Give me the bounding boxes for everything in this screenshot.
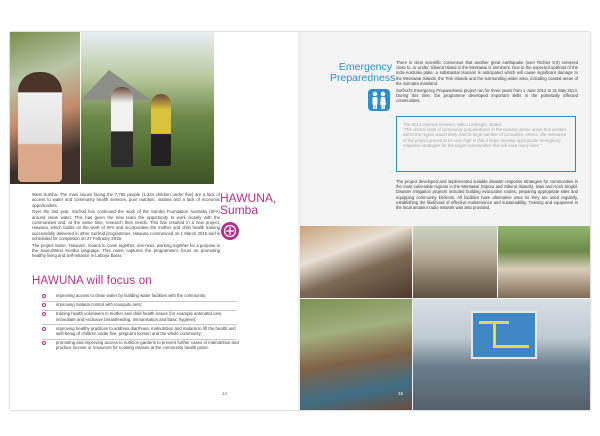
page-number: 15 (398, 391, 404, 396)
list-item-text: training health volunteers in mother and child health issues (for example antenatal care, immediate and exclusive breastfeeding, immunisation and basic hygiene); (56, 311, 223, 322)
bullet-icon (42, 327, 46, 331)
divider (42, 310, 237, 311)
hawuna-title-line: HAWUNA, (220, 191, 277, 205)
evacuation-map-board (471, 311, 537, 359)
bullet-icon (42, 294, 46, 298)
bullet-icon (42, 303, 46, 307)
emergency-title-line: Emergency (338, 61, 392, 73)
right-page (300, 32, 590, 410)
body-paragraph: SurfAid's Emergency Preparedness project ran for three years from 1 June 2012 to 31 May 2014. During this time, the programme developed important skills in the potentially affected communities. (396, 88, 578, 104)
emergency-body-text: The project developed and implemented suitable disaster response strategies for communities in the most vulnerable regions in the Mentawai (Sipora and Siberut islands), Nias and Aceh Singkil. Disaster mitigation projects included building evacuation routes, preparing appropriate sites and equipping community kitchens. All facilities have alternative uses so they are used regularly, establishing the likelihood of effective maintenance and sustainability. Training and equipment in the local amateur radio network was also provided. (396, 179, 578, 211)
photo-person (151, 94, 171, 166)
photo-evacuation-route (413, 226, 497, 298)
bullet-icon (42, 312, 46, 316)
bullet-icon (42, 341, 46, 345)
photo-person (18, 72, 62, 182)
hawuna-title-line: Sumba (220, 203, 259, 217)
divider (42, 301, 237, 302)
list-item-text: improving healthy practices to address diarrhoea, malnutrition and malaria to lift the health and well-being of children under five, pregnant women and the whole community; (56, 325, 236, 337)
list-item-text: promoting and improving access to nutrition gardens to prevent further cases of malnutrition and produce income or resources for cooking classes at the community health posts. (56, 340, 239, 351)
body-paragraph: Over the last year, SurfAid has continued the work of the Sumba Foundation Australia (SFA) around clean water. This has given the new team the opportunity to work closely with the communities and, at the same time, research their needs. This has resulted in a new project, Hawuna, which builds on the work of SFA and incorporates the mother and child health training successfully delivered in other SurfAid programmes. Hawuna commenced on 1 March 2015 and is scheduled for completion on 27 February 2018. (32, 209, 220, 242)
photo-evacuation-map-board (413, 299, 590, 410)
divider (42, 339, 237, 340)
body-paragraph: The project name, 'Hawuna', means to come together, one-ness, working together for a purpose in the Sauru/West Sumba language. This name captures the programme's focus on promoting healthy living and self-reliance in Laboya Barat. (32, 242, 220, 259)
reviewer-quote-box (396, 116, 576, 172)
list-item-text: improving malaria control with mosquito nets; (56, 302, 142, 308)
body-paragraph: West Sumba. The main issues facing the 7,765 people (1,334 children under five) are a lack of access to water and community health services, poor nutrition, malaria and a lack of economic opportunities. (32, 192, 220, 208)
list-item-text: improving access to clean water by building water facilities with the community; (56, 293, 207, 298)
hawuna-logo-icon (221, 222, 239, 240)
hawuna-body-text (32, 192, 220, 260)
list-item (42, 311, 242, 321)
quote-heading: The 2014 external reviewer, Wilco Liebregts, stated: (403, 122, 502, 127)
body-paragraph: There is clear scientific consensus that another great earthquake (over Richter 8.0) centered close to, or under, Siberut Island in the Mentawai is imminent. Due to the expected upthrust of the Indo-Australia plate, a substantial tsunami is anticipated which will cause significant damage to the Mentawai Islands, the Telo Islands and the surrounding wider area, including coastal areas of the Sumatra mainland. (396, 60, 578, 86)
photo-person (111, 87, 133, 167)
photo-child-with-volunteer (300, 226, 412, 298)
family-icon (368, 89, 390, 111)
page-number: 14 (222, 391, 228, 396)
list-item (42, 293, 242, 298)
photo-community-group (498, 226, 590, 298)
focus-list (42, 293, 242, 355)
list-item (42, 340, 242, 350)
list-item (42, 302, 242, 307)
list-item (42, 326, 242, 336)
hawuna-section-title (220, 192, 295, 216)
left-page (10, 32, 300, 410)
photo-villagers-walking (81, 32, 214, 184)
divider (42, 324, 237, 325)
brochure-spread (10, 32, 590, 410)
photo-woman-with-child (10, 32, 80, 184)
page-fold-shadow (298, 32, 302, 410)
emergency-section-title (330, 61, 396, 84)
emergency-title-line: Preparedness (330, 72, 396, 84)
emergency-intro-text (396, 60, 578, 106)
quote-body: "The dismal state of community preparedness in the tsunami-prone areas that existed within the region would likely lead to large number of casualties. Hence, the relevance of the project proved to be very high in that it helps develop appropriate emergency response strategies for the target communities that will save many lives." (403, 127, 567, 148)
focus-list-title: HAWUNA will focus on (32, 275, 152, 287)
photo-training-session (300, 299, 412, 410)
